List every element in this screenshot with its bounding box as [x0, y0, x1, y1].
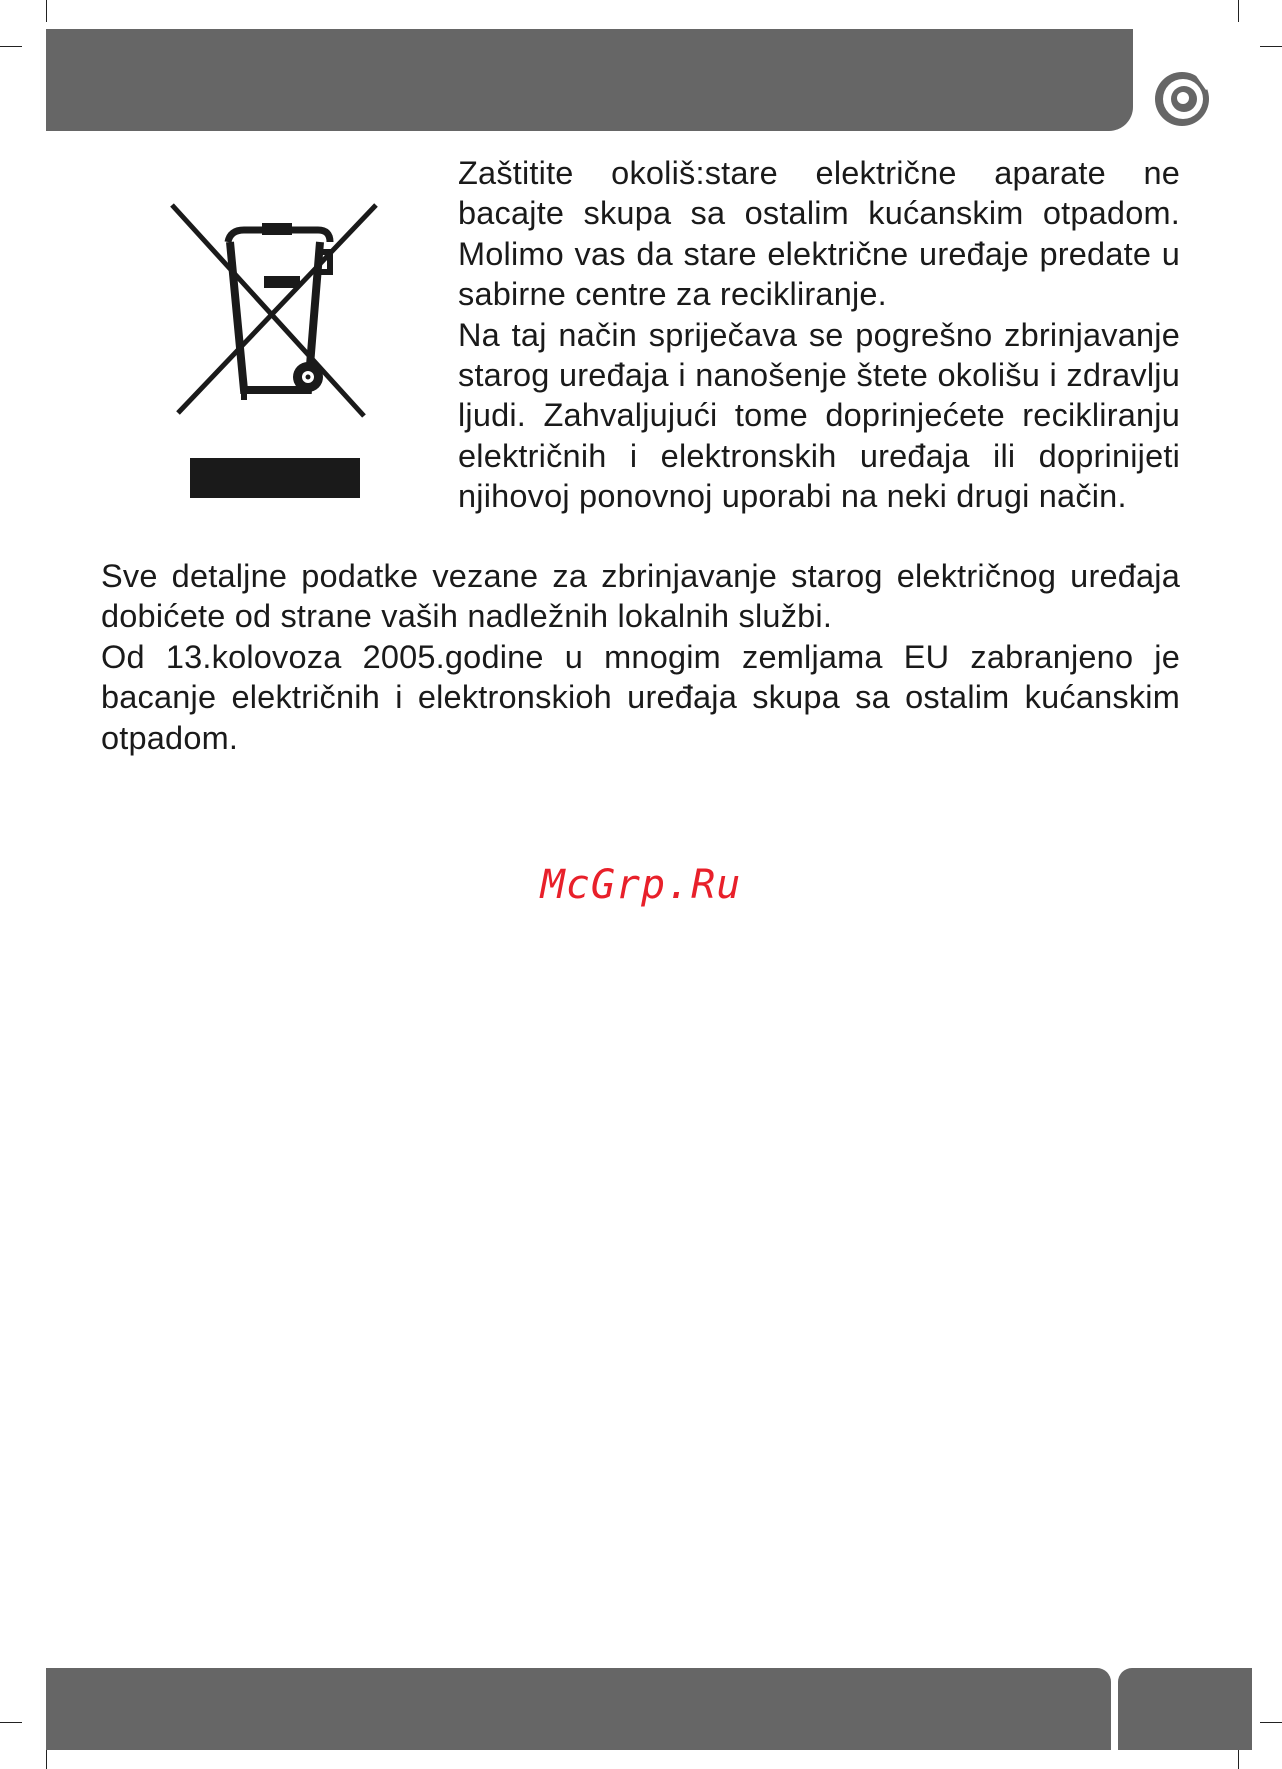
crop-mark-bottom-left-v: [46, 1750, 47, 1769]
crop-mark-bottom-left-h: [0, 1722, 22, 1723]
brand-logo-icon: [1152, 66, 1218, 130]
watermark-text: McGrp.Ru: [540, 862, 742, 908]
crop-mark-top-right-v: [1238, 0, 1239, 22]
crop-mark-top-left-v: [46, 0, 47, 22]
paragraph-local-services: Sve detaljne podatke vezane za zbrinjavanje starog električnog uređaja dobićete od strane vaših nadležnih lokalnih službi.: [101, 558, 1180, 635]
paragraph-eu-ban: Od 13.kolovoza 2005.godine u mnogim zemljama EU zabranjeno je bacanje električnih i elektronskioh uređaja skupa sa ostalim kućanskim otpadom.: [101, 638, 1180, 756]
crop-mark-bottom-right-h: [1260, 1722, 1282, 1723]
footer-band: [46, 1668, 1111, 1750]
text-full-width: [101, 556, 1180, 758]
paragraph-environment-benefit: Na taj način spriječava se pogrešno zbrinjavanje starog uređaja i nanošenje štete okolišu i zdravlju ljudi. Zahvaljujući tome doprinjećete recikliranju električnih i elektronskih uređaja ili doprinijeti njihovoj ponovnoj uporabi na neki drugi način.: [458, 316, 1180, 515]
paragraph-recycling-appeal: Zaštitite okoliš:stare električne aparate ne bacajte skupa sa ostalim kućanskim otpadom. Molimo vas da stare električne uređaje predate u sabirne centre za recikliranje.: [458, 155, 1180, 313]
header-band: [46, 29, 1133, 131]
crop-mark-top-left-h: [0, 46, 22, 47]
crop-mark-top-right-h: [1260, 46, 1282, 47]
footer-page-tab: [1118, 1668, 1252, 1750]
crossed-out-wheelie-bin-icon: [168, 200, 382, 502]
crop-mark-bottom-right-v: [1238, 1750, 1239, 1769]
text-column-right: [458, 153, 1180, 517]
